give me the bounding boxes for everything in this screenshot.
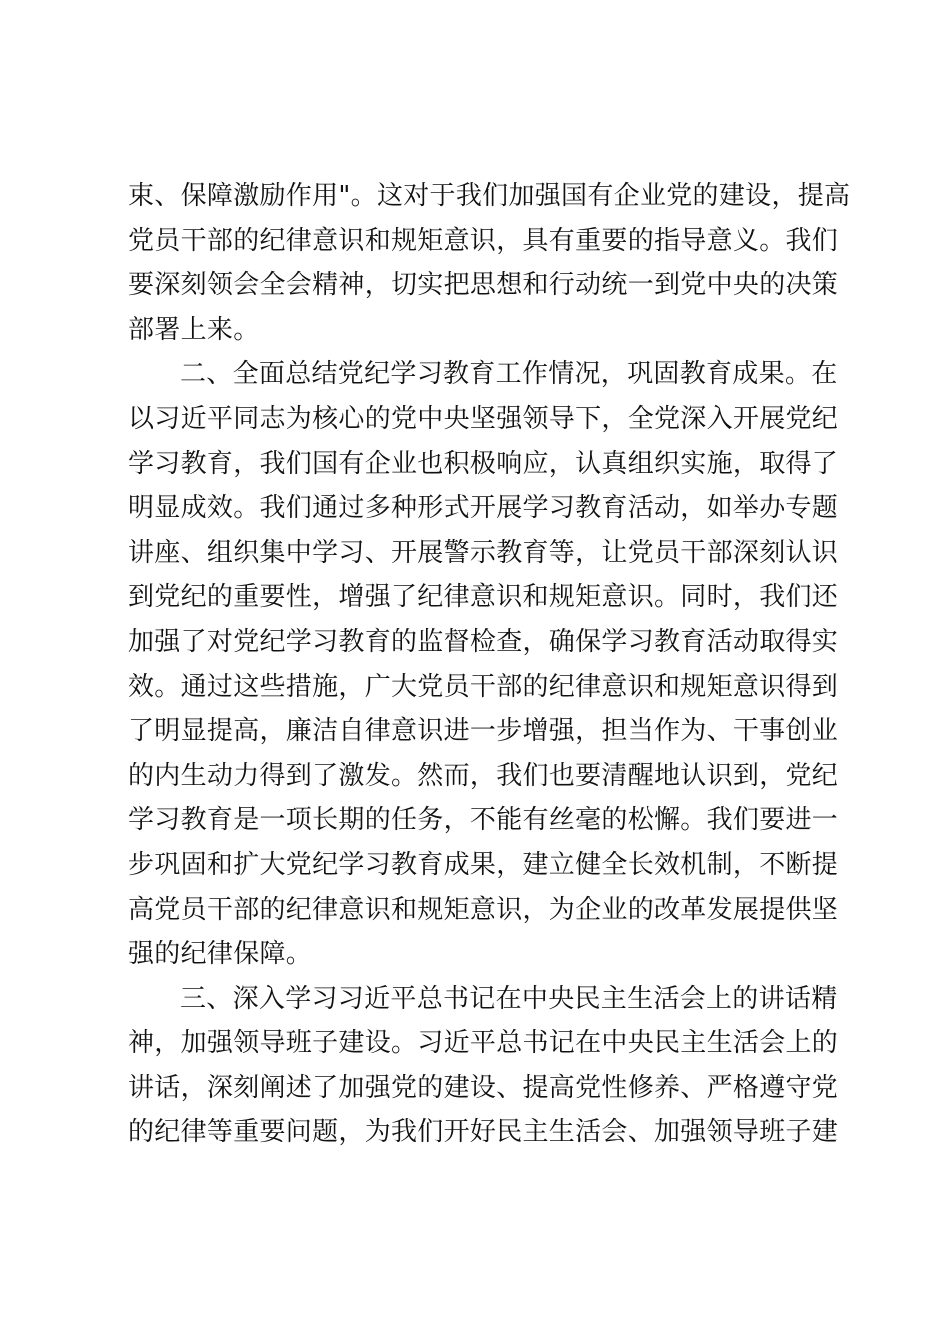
text-line: 神，加强领导班子建设。习近平总书记在中央民主生活会上的	[128, 1028, 839, 1059]
text-line: 党员干部的纪律意识和规矩意识，具有重要的指导意义。我们	[128, 225, 839, 256]
text-line: 加强了对党纪学习教育的监督检查，确保学习教育活动取得实	[128, 626, 839, 657]
text-line: 了明显提高，廉洁自律意识进一步增强，担当作为、干事创业	[128, 716, 839, 747]
text-line: 步巩固和扩大党纪学习教育成果，建立健全长效机制，不断提	[128, 849, 839, 880]
text-line: 强的纪律保障。	[128, 939, 313, 970]
text-line: 以习近平同志为核心的党中央坚强领导下，全党深入开展党纪	[128, 403, 839, 434]
text-line: 部署上来。	[128, 314, 260, 345]
text-line: 的内生动力得到了激发。然而，我们也要清醒地认识到，党纪	[128, 760, 839, 791]
text-line: 二、全面总结党纪学习教育工作情况，巩固教育成果。在	[180, 359, 838, 390]
text-line: 学习教育，我们国有企业也积极响应，认真组织实施，取得了	[128, 448, 839, 479]
text-line: 到党纪的重要性，增强了纪律意识和规矩意识。同时，我们还	[128, 582, 839, 613]
text-line: 三、深入学习习近平总书记在中央民主生活会上的讲话精	[180, 983, 838, 1014]
paragraph-2	[128, 352, 839, 976]
paragraph-3	[128, 977, 839, 1155]
text-line: 学习教育是一项长期的任务，不能有丝毫的松懈。我们要进一	[128, 805, 839, 836]
text-line: 讲座、组织集中学习、开展警示教育等，让党员干部深刻认识	[128, 537, 839, 568]
text-line: 讲话，深刻阐述了加强党的建设、提高党性修养、严格遵守党	[128, 1072, 839, 1103]
text-line: 高党员干部的纪律意识和规矩意识，为企业的改革发展提供坚	[128, 894, 839, 925]
paragraph-1	[128, 174, 851, 352]
body-text	[128, 174, 851, 1155]
text-line: 效。通过这些措施，广大党员干部的纪律意识和规矩意识得到	[128, 671, 839, 702]
text-line: 束、保障激励作用"。这对于我们加强国有企业党的建设，提高	[128, 181, 851, 211]
text-line: 要深刻领会全会精神，切实把思想和行动统一到党中央的决策	[128, 270, 839, 301]
text-line: 的纪律等重要问题，为我们开好民主生活会、加强领导班子建	[128, 1117, 839, 1148]
text-line: 明显成效。我们通过多种形式开展学习教育活动，如举办专题	[128, 493, 839, 524]
